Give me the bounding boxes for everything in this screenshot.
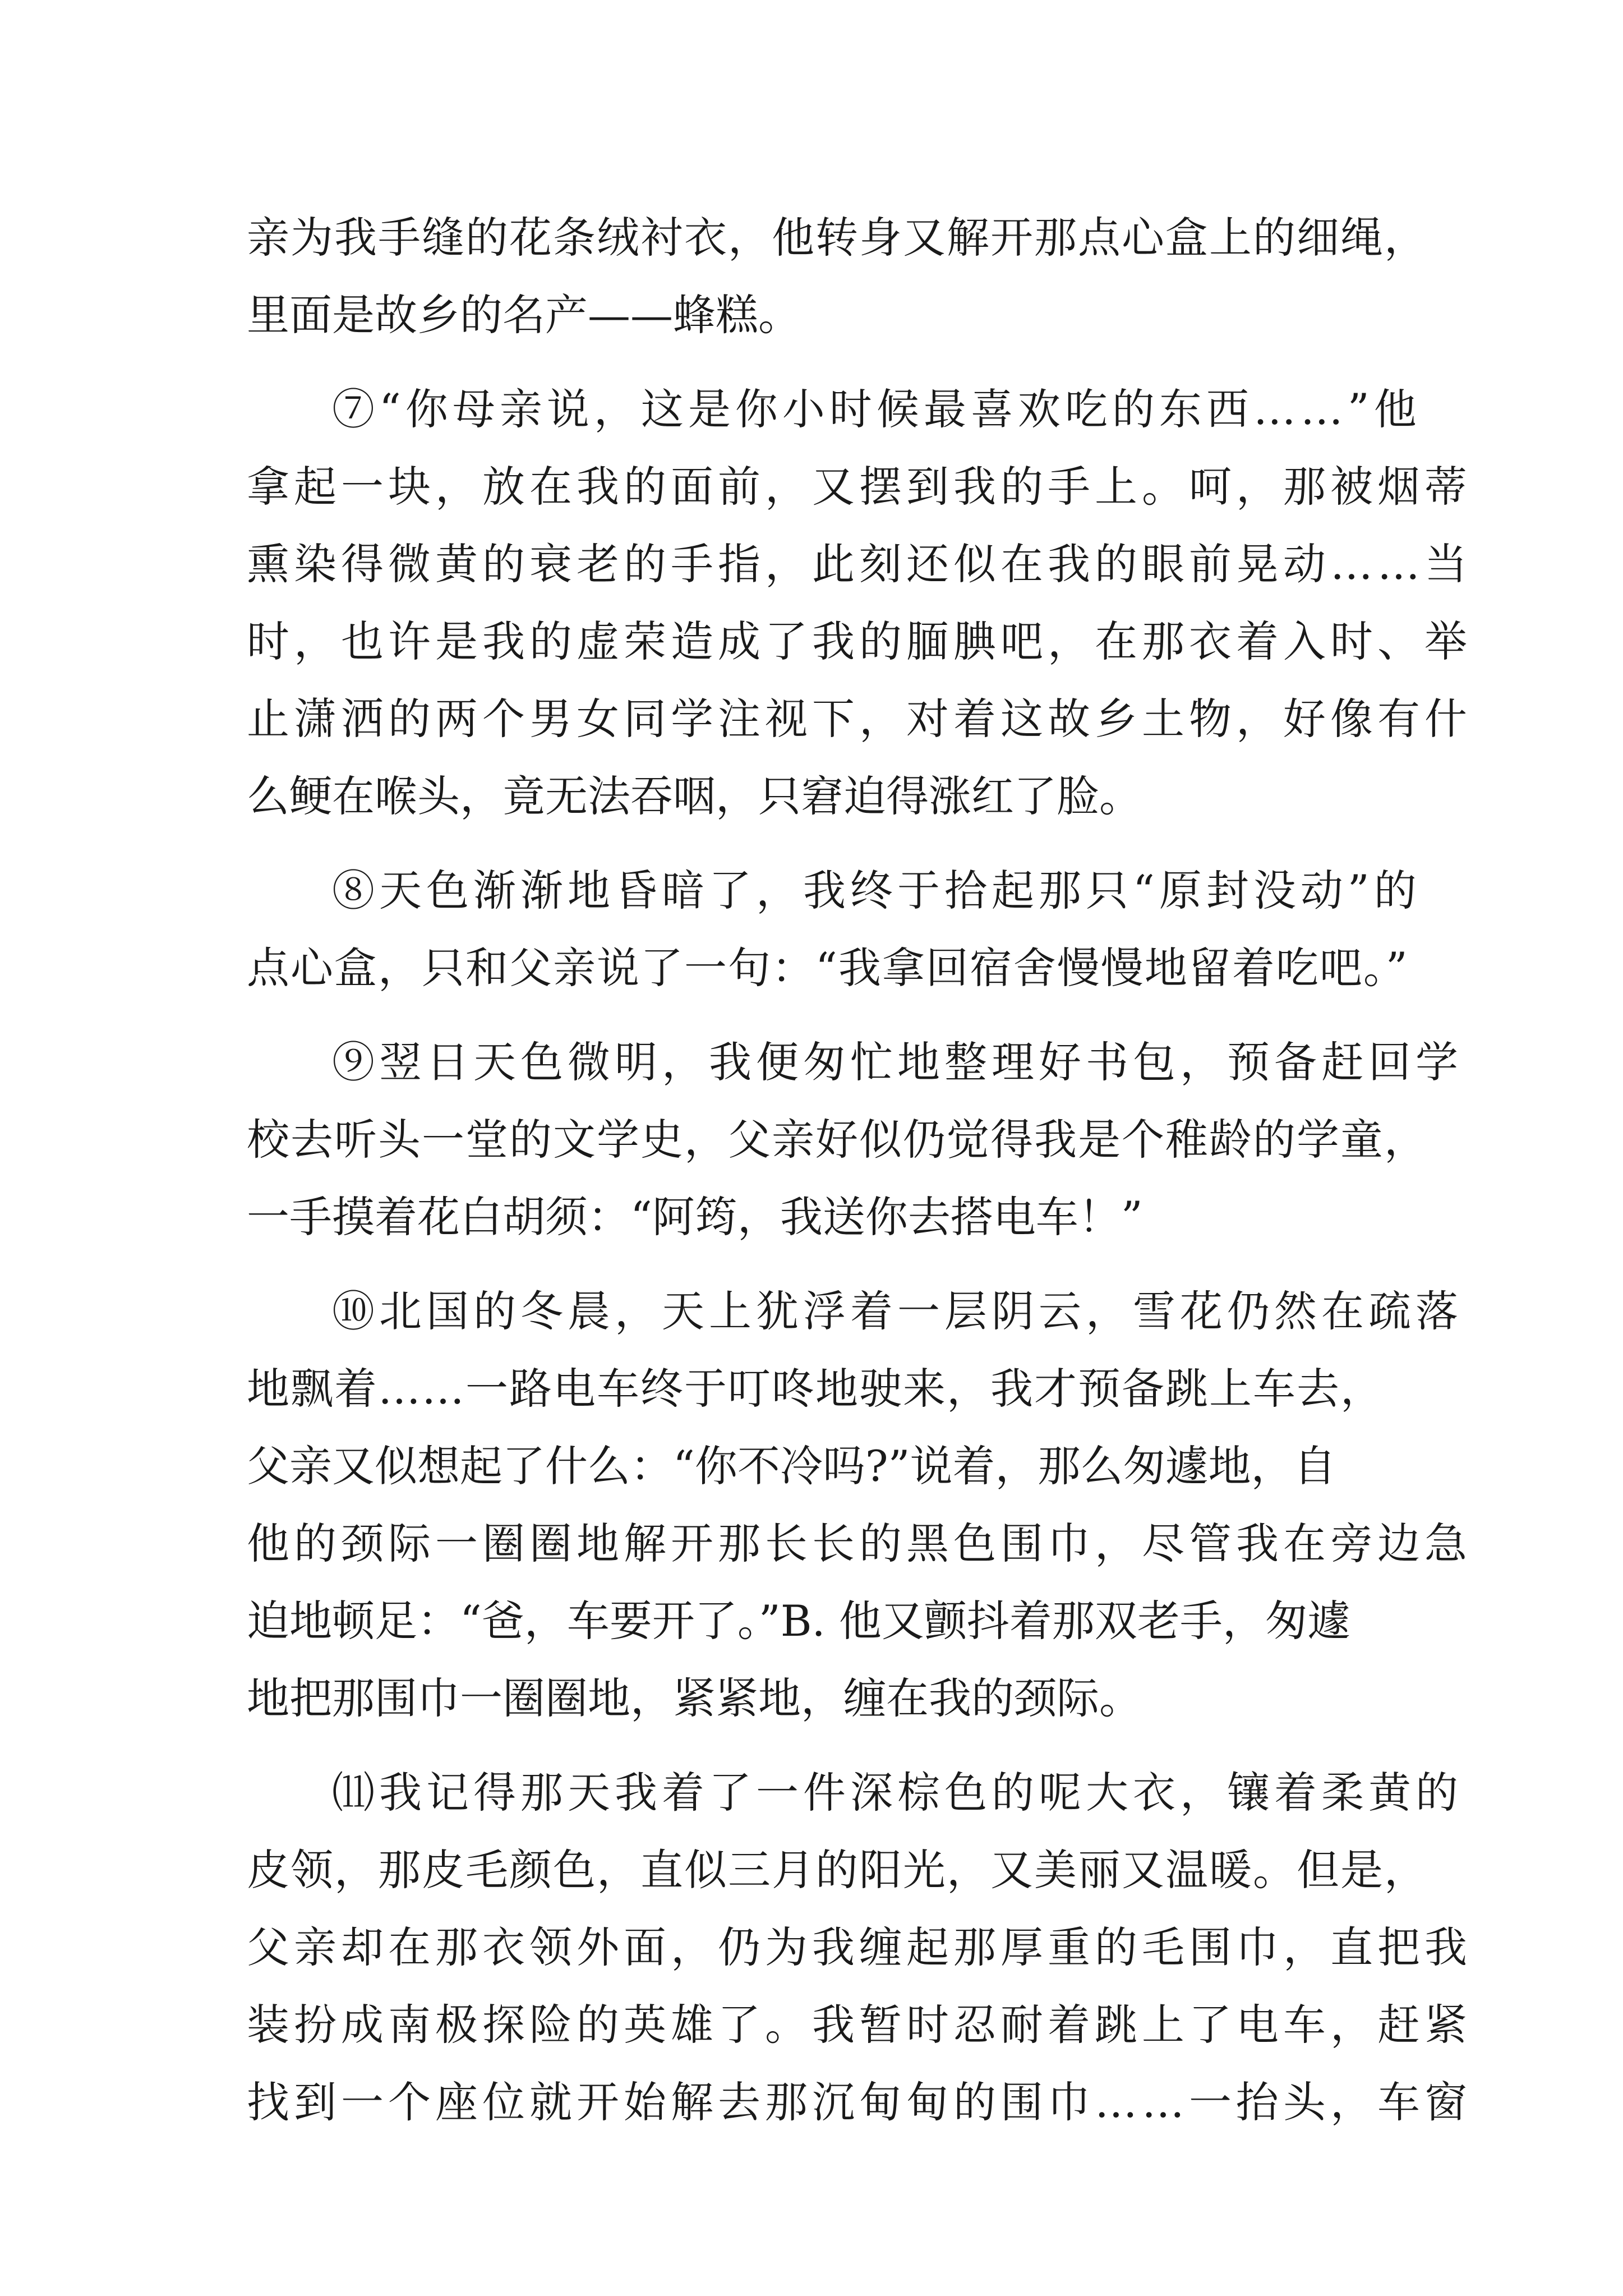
text-line: 一手摸着花白胡须：“阿筠，我送你去搭电车！” [247,1192,1143,1242]
text-line: 装扮成南极探险的英雄了。我暂时忍耐着跳上了电车，赶紧 [247,2000,1472,2050]
paragraph-7-line: ⑦“你母亲说，这是你小时候最喜欢吃的东西……”他 [332,384,1421,434]
text-line: 亲为我手缝的花条绒衬衣，他转身又解开那点心盒上的细绳， [247,213,1428,263]
text-line: 校去听头一堂的文学史，父亲好似仍觉得我是个稚龄的学童， [247,1115,1428,1165]
text-line: 他的颈际一圈圈地解开那长长的黑色围巾，尽管我在旁边急 [247,1519,1472,1568]
text-line: 地飘着……一路电车终于叮咚地驶来，我才预备跳上车去， [247,1364,1384,1414]
text-line: 拿起一块，放在我的面前，又摆到我的手上。呵，那被烟蒂 [247,462,1472,512]
text-line: 止潇洒的两个男女同学注视下，对着这故乡土物，好像有什 [247,694,1472,744]
text-line: 时，也许是我的虚荣造成了我的腼腆吧，在那衣着入时、举 [247,616,1472,666]
text-line: 找到一个座位就开始解去那沉甸甸的围巾……一抬头，车窗 [247,2077,1472,2127]
text-line: 迫地顿足：“爸，车要开了。”B. 他又颤抖着那双老手，匆遽 [247,1596,1350,1646]
paragraph-10-line: ⑩北国的冬晨，天上犹浮着一层阴云，雪花仍然在疏落 [332,1286,1463,1336]
text-line: 熏染得微黄的衰老的手指，此刻还似在我的眼前晃动……当 [247,539,1472,589]
text-line: 父亲却在那衣领外面，仍为我缠起那厚重的毛围巾，直把我 [247,1922,1472,1972]
text-line: 点心盒，只和父亲说了一句：“我拿回宿舍慢慢地留着吃吧。” [247,943,1409,993]
text-line: 皮领，那皮毛颜色，直似三月的阳光，又美丽又温暖。但是， [247,1845,1428,1895]
article-body [247,199,1472,2141]
text-line: 里面是故乡的名产——蜂糕。 [247,290,801,340]
text-line: 么鲠在喉头，竟无法吞咽，只窘迫得涨红了脸。 [247,771,1142,821]
text-line: 父亲又似想起了什么：“你不冷吗?”说着，那么匆遽地，自 [247,1441,1336,1491]
paragraph-9-line: ⑨翌日天色微明，我便匆忙地整理好书包，预备赶回学 [332,1037,1463,1087]
paragraph-11-line: ⑾我记得那天我着了一件深棕色的呢大衣，镶着柔黄的 [332,1768,1463,1818]
text-line: 地把那围巾一圈圈地，紧紧地，缠在我的颈际。 [247,1673,1142,1723]
paragraph-8-line: ⑧天色渐渐地昏暗了，我终于拾起那只“原封没动”的 [332,866,1421,915]
